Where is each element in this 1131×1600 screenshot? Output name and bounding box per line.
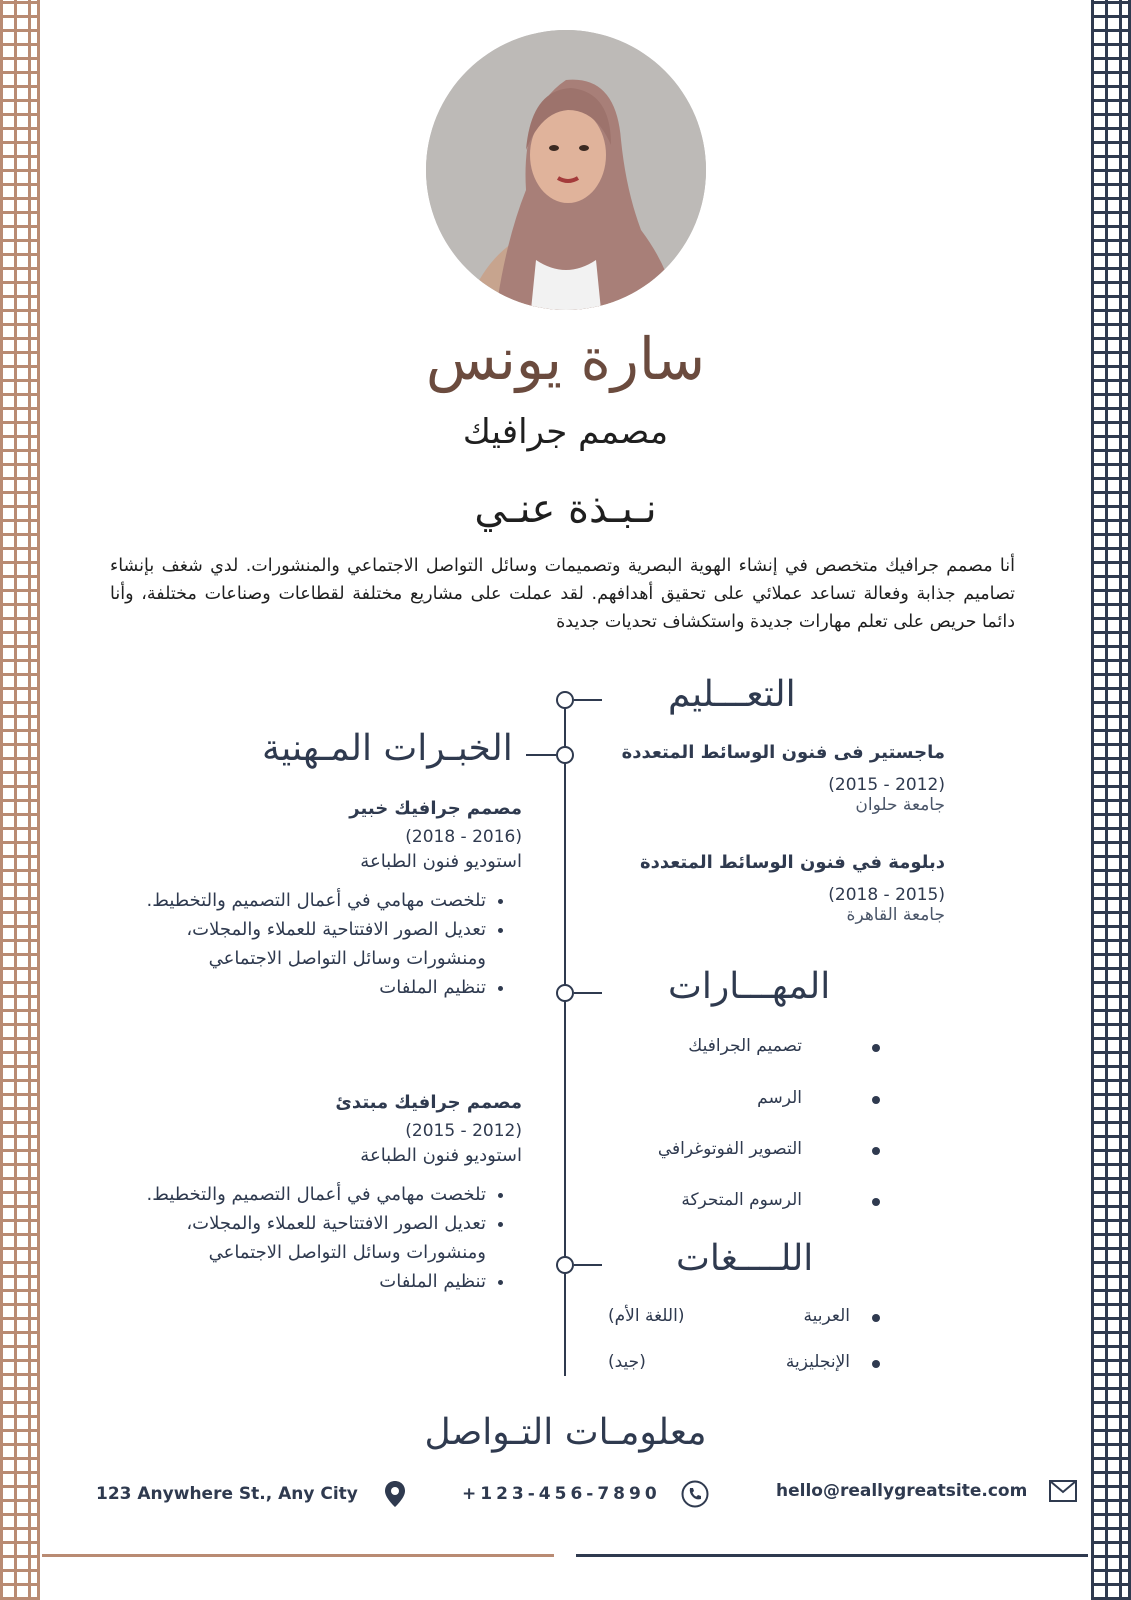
language-name: الإنجليزية [785,1352,850,1372]
education-degree: ماجستير فى فنون الوسائط المتعددة [621,742,945,763]
bottom-divider-right [576,1554,1088,1557]
language-item [600,1306,880,1330]
bullet-dot [872,1044,880,1052]
list-item: • تعديل الصور الافتتاحية للعملاء والمجلات، ومنشورات وسائل التواصل الاجتماعي [140,1209,486,1267]
location-pin-icon [384,1480,406,1508]
profile-photo-illustration [426,30,706,310]
experience-job-years: (2016 - 2018) [405,827,522,847]
timeline-line [564,700,566,1376]
bullet-dot [872,1314,880,1322]
contact-phone [462,1480,709,1508]
timeline-tick-education [574,699,602,701]
language-item [600,1352,880,1376]
experience-job-years: (2012 - 2015) [405,1121,522,1141]
skill-label: الرسوم المتحركة [681,1190,802,1210]
bullet-dot [872,1360,880,1368]
skill-label: التصوير الفوتوغرافي [657,1139,802,1159]
experience-duties-list [140,886,522,1002]
education-years: (2012 - 2015) [828,775,945,795]
email-link[interactable]: hello@reallygreatsite.com [776,1481,1028,1501]
experience-job [140,798,522,1002]
timeline-tick-skills [574,992,602,994]
timeline-node-languages [556,1256,574,1274]
bullet-dot [872,1096,880,1104]
timeline-tick-experience [526,754,556,756]
language-level: (اللغة الأم) [608,1306,685,1326]
experience-job [140,1092,522,1296]
timeline-node-experience [556,746,574,764]
about-heading: نـبـذة عنـي [474,486,657,532]
list-item: • تلخصت مهامي في أعمال التصميم والتخطيط. [140,1180,486,1209]
timeline-node-education [556,691,574,709]
phone-text: +123-456-7890 [462,1484,661,1504]
experience-job-title: مصمم جرافيك خبير [349,798,522,819]
experience-heading: الخبـرات المـهنية [262,728,513,769]
experience-job-title: مصمم جرافيك مبتدئ [335,1092,522,1113]
decorative-border-left [0,0,40,1600]
profile-photo [426,30,706,310]
education-heading: التعـــليم [668,674,796,715]
skill-label: تصميم الجرافيك [688,1036,802,1056]
address-text: 123 Anywhere St., Any City [96,1484,358,1504]
bottom-divider-left [42,1554,554,1557]
contact-address [96,1480,406,1508]
education-school: جامعة القاهرة [846,905,945,925]
timeline-node-skills [556,984,574,1002]
languages-heading: اللــــغات [676,1238,814,1279]
phone-icon [681,1480,709,1508]
job-title: مصمم جرافيك [462,412,669,452]
bullet-dot [872,1198,880,1206]
skill-label: الرسم [757,1088,802,1108]
contact-heading: معلومـات التـواصل [424,1412,707,1453]
education-years: (2015 - 2018) [828,885,945,905]
mail-icon [1049,1480,1077,1502]
education-item [605,742,945,815]
decorative-border-right [1091,0,1131,1600]
language-name: العربية [803,1306,850,1326]
timeline-tick-languages [574,1264,602,1266]
experience-duties-list [140,1180,522,1296]
experience-job-company: استوديو فنون الطباعة [360,851,522,872]
experience-job-company: استوديو فنون الطباعة [360,1145,522,1166]
skills-heading: المهـــارات [668,966,831,1007]
education-degree: دبلومة في فنون الوسائط المتعددة [639,852,945,873]
bullet-dot [872,1147,880,1155]
candidate-name: سارة يونس [425,325,706,393]
list-item: • تنظيم الملفات [140,973,486,1002]
education-school: جامعة حلوان [855,795,945,815]
language-level: (جيد) [608,1352,646,1372]
contact-email[interactable] [776,1480,1077,1502]
list-item: • تعديل الصور الافتتاحية للعملاء والمجلات، ومنشورات وسائل التواصل الاجتماعي [140,915,486,973]
education-item [605,852,945,925]
about-paragraph: أنا مصمم جرافيك متخصص في إنشاء الهوية البصرية وتصميمات وسائل التواصل الاجتماعي والمنشورات. لدي شغف بإنشاء تصاميم جذابة وفعالة تساعد عملائي على تحقيق أهدافهم. لقد عملت على مشاريع مختلفة لقطاعات وصناعات مختلفة، وأنا دائما حريص على تعلم مهارات جديدة واستكشاف تحديات جديدة [110,556,1015,632]
list-item: • تلخصت مهامي في أعمال التصميم والتخطيط. [140,886,486,915]
list-item: • تنظيم الملفات [140,1267,486,1296]
